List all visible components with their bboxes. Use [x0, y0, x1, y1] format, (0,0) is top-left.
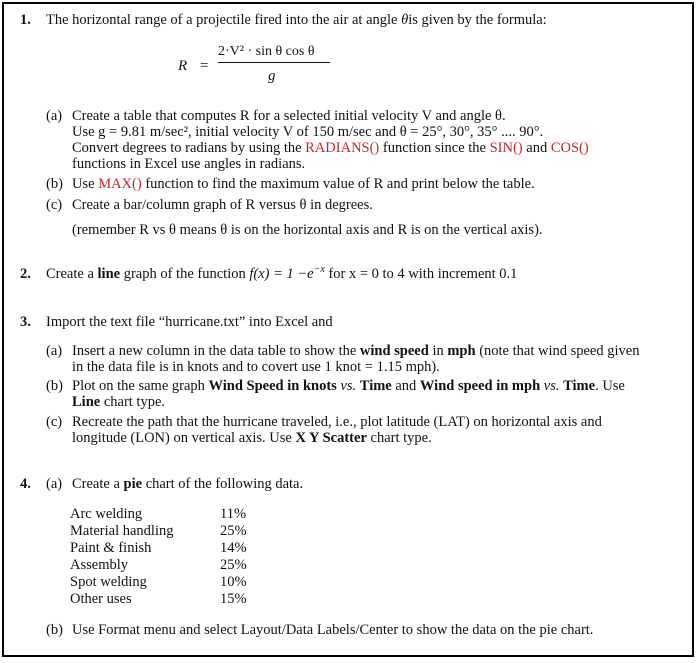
q3b-line2: Line chart type. — [72, 394, 166, 410]
q2-text: Create a line graph of the function $f(x) = 1 -e^{-x}$ for x = 0 to 4 with increment 0.1 — [46, 264, 518, 282]
radians-function: RADIANS() — [305, 140, 380, 156]
pie-data-table — [70, 506, 280, 608]
row-value: 11% — [220, 506, 247, 522]
table-row — [70, 574, 280, 591]
q3c-line1: Recreate the path that the hurricane traveled, i.e., plot latitude (LAT) on horizontal axis and — [72, 414, 602, 430]
cos-function: COS() — [550, 140, 589, 156]
q3c-label: (c) — [46, 414, 63, 430]
q4a-text: Create a pie chart of the following data. — [72, 476, 304, 492]
row-value: 15% — [220, 591, 247, 607]
q1a-line2: Use g = 9.81 m/sec², initial velocity V of 150 m/sec and θ = 25°, 30°, 35° .... 90°. — [72, 124, 544, 140]
function-expression: f(x) = 1 −e — [249, 266, 314, 282]
row-value: 25% — [220, 523, 247, 539]
fraction-bar — [218, 62, 330, 63]
max-function: MAX() — [98, 176, 142, 192]
row-label: Assembly — [70, 557, 128, 573]
q4a-label: (a) — [46, 476, 63, 492]
q4-number: 4. — [20, 476, 31, 492]
q4b-label: (b) — [46, 622, 63, 638]
q3-intro: Import the text file “hurricane.txt” into Excel and — [46, 314, 333, 330]
q1a-line3: Convert degrees to radians by using the RADIANS() function since the SIN() and COS() — [72, 140, 589, 156]
q3b-line1: Plot on the same graph Wind Speed in knots vs. Time and Wind speed in mph vs. Time. Use — [72, 378, 625, 394]
range-formula — [178, 42, 348, 90]
q1-number: 1. — [20, 12, 31, 28]
row-label: Material handling — [70, 523, 174, 539]
q3a-line1: Insert a new column in the data table to show the wind speed in mph (note that wind speed given — [72, 343, 640, 359]
q1a-label: (a) — [46, 108, 63, 124]
row-value: 14% — [220, 540, 247, 556]
row-label: Spot welding — [70, 574, 147, 590]
q3a-line2: in the data file is in knots and to covert use 1 knot = 1.15 mph). — [72, 359, 440, 375]
q3b-label: (b) — [46, 378, 63, 394]
q3-number: 3. — [20, 314, 31, 330]
q1a-line1: Create a table that computes R for a selected initial velocity V and angle θ. — [72, 108, 506, 124]
q1c-line1: Create a bar/column graph of R versus θ in degrees. — [72, 197, 373, 213]
formula-lhs: R — [178, 58, 188, 74]
formula-equals: = — [200, 58, 209, 74]
formula-denominator: g — [268, 68, 276, 84]
row-value: 25% — [220, 557, 247, 573]
q1b-label: (b) — [46, 176, 63, 192]
q1a-line4: functions in Excel use angles in radians. — [72, 156, 306, 172]
formula-numerator: 2·V² · sin θ cos θ — [218, 44, 315, 59]
table-row — [70, 523, 280, 540]
q3a-label: (a) — [46, 343, 63, 359]
q4b-text: Use Format menu and select Layout/Data Labels/Center to show the data on the pie chart. — [72, 622, 594, 638]
q1b-text: Use MAX() function to find the maximum value of R and print below the table. — [72, 176, 535, 192]
row-label: Paint & finish — [70, 540, 152, 556]
table-row — [70, 591, 280, 608]
row-label: Arc welding — [70, 506, 143, 522]
sin-function: SIN() — [489, 140, 523, 156]
row-value: 10% — [220, 574, 247, 590]
q1c-label: (c) — [46, 197, 63, 213]
q3c-line2: longitude (LON) on vertical axis. Use X Y Scatter chart type. — [72, 430, 432, 446]
row-label: Other uses — [70, 591, 132, 607]
table-row — [70, 506, 280, 523]
q1c-line2: (remember R vs θ means θ is on the horizontal axis and R is on the vertical axis). — [72, 222, 543, 238]
q2-number: 2. — [20, 266, 31, 282]
table-row — [70, 540, 280, 557]
table-row — [70, 557, 280, 574]
q1-intro: The horizontal range of a projectile fired into the air at angle θis given by the formula: — [46, 12, 547, 28]
